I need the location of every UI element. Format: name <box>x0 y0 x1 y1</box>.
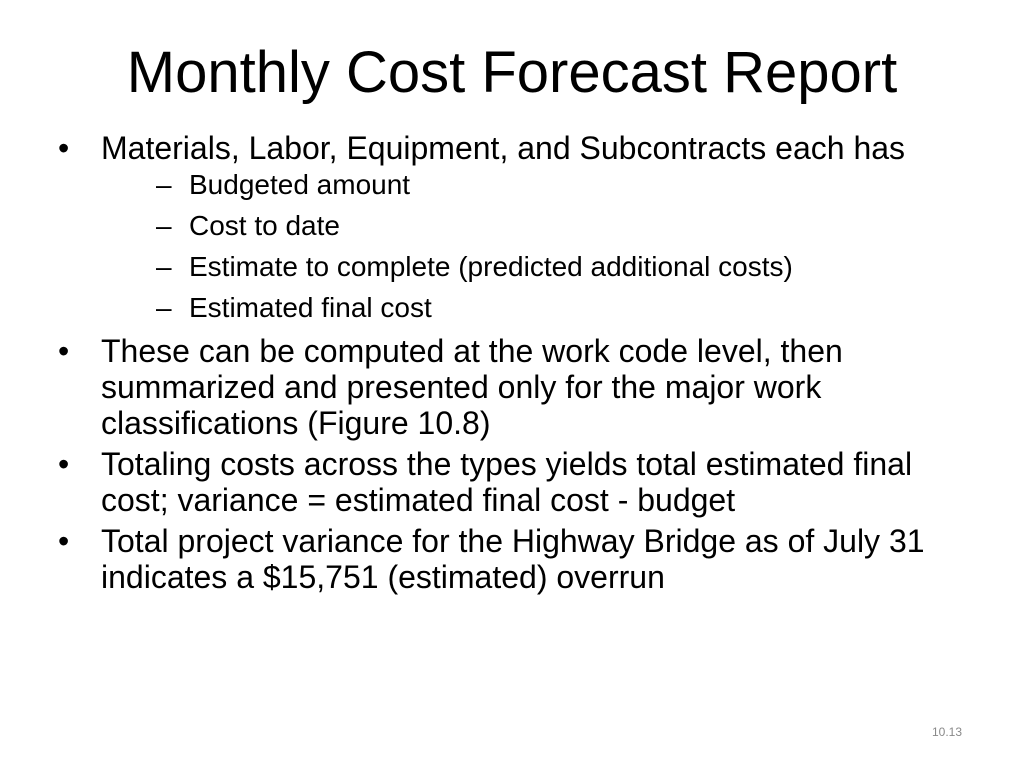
bullet-item <box>58 333 978 441</box>
bullet-list <box>58 130 978 600</box>
sub-bullet-text: Estimate to complete (predicted additional costs) <box>189 251 793 282</box>
bullet-text: These can be computed at the work code level, then summarized and presented only for the major work classifications (Figure 10.8) <box>101 333 843 441</box>
bullet-text: Total project variance for the Highway Bridge as of July 31 indicates a $15,751 (estimated) overrun <box>101 523 925 595</box>
bullet-marker: • <box>58 446 70 482</box>
bullet-item <box>58 446 978 518</box>
bullet-item <box>58 130 978 324</box>
dash-marker: – <box>156 210 172 241</box>
sub-bullet-item <box>101 251 978 283</box>
sub-bullet-item <box>101 169 978 201</box>
sub-bullet-text: Budgeted amount <box>189 169 411 200</box>
bullet-item <box>58 523 978 595</box>
dash-marker: – <box>156 251 172 282</box>
dash-marker: – <box>156 169 172 200</box>
sub-bullet-text: Estimated final cost <box>189 292 432 323</box>
dash-marker: – <box>156 292 172 323</box>
slide-number: 10.13 <box>931 725 962 739</box>
sub-bullet-list <box>101 169 978 324</box>
sub-bullet-text: Cost to date <box>189 210 340 241</box>
bullet-text: Totaling costs across the types yields total estimated final cost; variance = estimated final cost - budget <box>101 446 913 518</box>
bullet-marker: • <box>58 333 70 369</box>
sub-bullet-item <box>101 210 978 242</box>
sub-bullet-item <box>101 292 978 324</box>
bullet-marker: • <box>58 130 70 166</box>
bullet-marker: • <box>58 523 70 559</box>
slide-title: Monthly Cost Forecast Report <box>126 40 898 105</box>
bullet-text: Materials, Labor, Equipment, and Subcontracts each has <box>101 130 906 166</box>
